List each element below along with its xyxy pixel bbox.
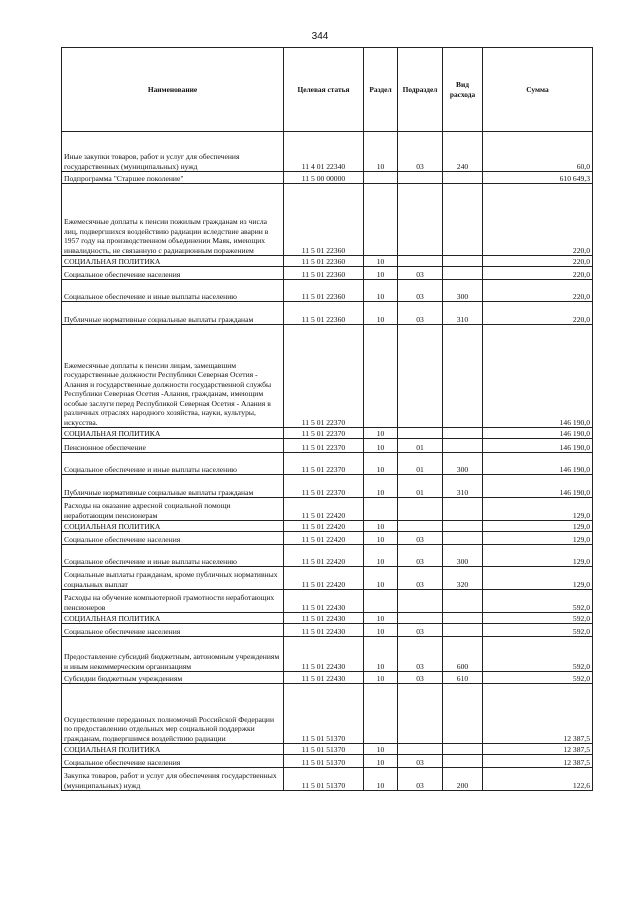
row-vid: 310 <box>443 302 483 325</box>
row-razdel: 10 <box>364 475 398 498</box>
table-row <box>62 613 593 624</box>
row-target-code: 11 4 01 22340 <box>284 132 364 172</box>
row-name: Субсидии бюджетным учреждениям <box>62 672 284 684</box>
row-name: Иные закупки товаров, работ и услуг для обеспечения государственных (муниципальных) нужд <box>62 132 284 172</box>
budget-table <box>61 47 593 791</box>
row-name: Социальное обеспечение и иные выплаты населению <box>62 453 284 475</box>
row-vid: 310 <box>443 475 483 498</box>
table-row <box>62 624 593 637</box>
table-row <box>62 498 593 521</box>
row-target-code: 11 5 01 22360 <box>284 267 364 280</box>
row-sum: 129,0 <box>483 521 593 532</box>
row-target-code: 11 5 01 22360 <box>284 302 364 325</box>
row-vid <box>443 439 483 453</box>
row-razdel <box>364 172 398 184</box>
row-podrazdel <box>398 590 443 613</box>
row-name: Ежемесячные доплаты к пенсии пожилым гражданам из числа лиц, подвергшихся воздействию радиации вследствие аварии в 1957 году на производственном объединении Маяк, имеющих инвалидность, не связанную с радиационным поражением <box>62 184 284 256</box>
row-vid <box>443 498 483 521</box>
row-podrazdel <box>398 613 443 624</box>
row-podrazdel: 03 <box>398 302 443 325</box>
row-sum: 610 649,3 <box>483 172 593 184</box>
row-razdel: 10 <box>364 280 398 302</box>
row-razdel: 10 <box>364 256 398 267</box>
row-name: Пенсионное обеспечение <box>62 439 284 453</box>
table-row <box>62 184 593 256</box>
row-name: Подпрограмма "Старшее поколение" <box>62 172 284 184</box>
row-target-code: 11 5 01 22360 <box>284 280 364 302</box>
row-vid <box>443 256 483 267</box>
table-row <box>62 428 593 439</box>
row-target-code: 11 5 01 22420 <box>284 567 364 590</box>
row-target-code: 11 5 01 22430 <box>284 637 364 672</box>
row-razdel: 10 <box>364 302 398 325</box>
row-name: Социальное обеспечение населения <box>62 624 284 637</box>
row-podrazdel: 03 <box>398 267 443 280</box>
table-row <box>62 744 593 755</box>
header-razdel: Раздел <box>364 48 398 132</box>
row-podrazdel: 03 <box>398 637 443 672</box>
row-podrazdel: 03 <box>398 532 443 545</box>
row-vid: 320 <box>443 567 483 590</box>
table-header-row <box>62 48 593 132</box>
row-name: Расходы на оказание адресной социальной помощи неработающим пенсионерам <box>62 498 284 521</box>
header-target: Целевая статья <box>284 48 364 132</box>
row-target-code: 11 5 01 22420 <box>284 532 364 545</box>
row-name: Публичные нормативные социальные выплаты гражданам <box>62 302 284 325</box>
row-target-code: 11 5 01 51370 <box>284 755 364 768</box>
row-sum: 129,0 <box>483 567 593 590</box>
row-razdel: 10 <box>364 755 398 768</box>
table-body <box>62 132 593 791</box>
row-sum: 220,0 <box>483 302 593 325</box>
row-vid <box>443 532 483 545</box>
row-sum: 592,0 <box>483 590 593 613</box>
row-razdel <box>364 325 398 428</box>
row-sum: 122,6 <box>483 768 593 791</box>
row-target-code: 11 5 00 00000 <box>284 172 364 184</box>
row-name: СОЦИАЛЬНАЯ ПОЛИТИКА <box>62 744 284 755</box>
page-number: 344 <box>311 31 329 42</box>
row-vid: 300 <box>443 453 483 475</box>
row-sum: 146 190,0 <box>483 439 593 453</box>
row-vid <box>443 744 483 755</box>
row-razdel <box>364 184 398 256</box>
table-row <box>62 521 593 532</box>
row-target-code: 11 5 01 22370 <box>284 325 364 428</box>
row-razdel: 10 <box>364 453 398 475</box>
row-sum: 220,0 <box>483 184 593 256</box>
row-sum: 220,0 <box>483 256 593 267</box>
row-name: Социальное обеспечение и иные выплаты населению <box>62 280 284 302</box>
row-vid <box>443 428 483 439</box>
row-vid <box>443 325 483 428</box>
table-row <box>62 768 593 791</box>
table-row <box>62 637 593 672</box>
row-target-code: 11 5 01 22430 <box>284 590 364 613</box>
row-razdel: 10 <box>364 521 398 532</box>
row-target-code: 11 5 01 22430 <box>284 672 364 684</box>
table-row <box>62 453 593 475</box>
row-sum: 592,0 <box>483 624 593 637</box>
row-sum: 60,0 <box>483 132 593 172</box>
table-row <box>62 267 593 280</box>
table-row <box>62 475 593 498</box>
row-podrazdel <box>398 684 443 744</box>
row-vid: 610 <box>443 672 483 684</box>
row-sum: 12 387,5 <box>483 755 593 768</box>
row-name: СОЦИАЛЬНАЯ ПОЛИТИКА <box>62 521 284 532</box>
row-target-code: 11 5 01 22360 <box>284 184 364 256</box>
row-razdel <box>364 498 398 521</box>
row-sum: 592,0 <box>483 637 593 672</box>
row-sum: 129,0 <box>483 532 593 545</box>
row-sum: 129,0 <box>483 498 593 521</box>
row-vid <box>443 590 483 613</box>
row-podrazdel <box>398 744 443 755</box>
header-vid: Вид расхода <box>443 48 483 132</box>
row-razdel: 10 <box>364 744 398 755</box>
row-podrazdel <box>398 172 443 184</box>
row-vid: 300 <box>443 545 483 567</box>
row-name: Социальное обеспечение населения <box>62 755 284 768</box>
table-row <box>62 590 593 613</box>
row-sum: 12 387,5 <box>483 684 593 744</box>
row-sum: 129,0 <box>483 545 593 567</box>
row-razdel: 10 <box>364 532 398 545</box>
table-row <box>62 280 593 302</box>
row-podrazdel: 03 <box>398 567 443 590</box>
row-name: Социальные выплаты гражданам, кроме публичных нормативных социальных выплат <box>62 567 284 590</box>
row-razdel: 10 <box>364 624 398 637</box>
row-razdel: 10 <box>364 567 398 590</box>
table-row <box>62 132 593 172</box>
row-target-code: 11 5 01 22430 <box>284 613 364 624</box>
header-podrazdel: Подраздел <box>398 48 443 132</box>
table-row <box>62 302 593 325</box>
row-target-code: 11 5 01 22370 <box>284 439 364 453</box>
table-row <box>62 545 593 567</box>
row-name: Осуществление переданных полномочий Российской Федерации по предоставлению отдельных мер социальной поддержки гражданам, подвергшимся воздействию радиации <box>62 684 284 744</box>
row-podrazdel: 03 <box>398 545 443 567</box>
row-podrazdel: 03 <box>398 672 443 684</box>
row-podrazdel <box>398 184 443 256</box>
row-vid <box>443 613 483 624</box>
row-razdel: 10 <box>364 768 398 791</box>
row-podrazdel <box>398 325 443 428</box>
row-podrazdel <box>398 428 443 439</box>
row-target-code: 11 5 01 22430 <box>284 624 364 637</box>
row-sum: 12 387,5 <box>483 744 593 755</box>
row-target-code: 11 5 01 51370 <box>284 744 364 755</box>
row-name: Социальное обеспечение населения <box>62 532 284 545</box>
row-target-code: 11 5 01 22370 <box>284 475 364 498</box>
row-razdel: 10 <box>364 545 398 567</box>
row-podrazdel: 03 <box>398 755 443 768</box>
row-target-code: 11 5 01 51370 <box>284 684 364 744</box>
row-sum: 220,0 <box>483 280 593 302</box>
row-sum: 220,0 <box>483 267 593 280</box>
row-vid: 300 <box>443 280 483 302</box>
row-podrazdel: 01 <box>398 439 443 453</box>
row-sum: 146 190,0 <box>483 475 593 498</box>
row-razdel: 10 <box>364 267 398 280</box>
row-name: СОЦИАЛЬНАЯ ПОЛИТИКА <box>62 613 284 624</box>
row-name: Ежемесячные доплаты к пенсии лицам, замещавшим государственные должности Республики Северная Осетия - Алания и государственные должности государственной службы Республики Северная Осетия -Алания, гражданам, имеющим особые заслуги перед Республикой Северная Осетия - Алания в различных отраслях народного хозяйства, науки, культуры, искусства. <box>62 325 284 428</box>
row-name: Публичные нормативные социальные выплаты гражданам <box>62 475 284 498</box>
row-razdel <box>364 590 398 613</box>
row-sum: 592,0 <box>483 613 593 624</box>
row-razdel <box>364 684 398 744</box>
row-vid <box>443 521 483 532</box>
table-row <box>62 567 593 590</box>
row-vid <box>443 184 483 256</box>
row-target-code: 11 5 01 22370 <box>284 453 364 475</box>
row-razdel: 10 <box>364 132 398 172</box>
row-name: Расходы на обучение компьютерной грамотности неработающих пенсионеров <box>62 590 284 613</box>
row-podrazdel <box>398 521 443 532</box>
row-sum: 146 190,0 <box>483 453 593 475</box>
table-row <box>62 325 593 428</box>
row-podrazdel: 01 <box>398 475 443 498</box>
row-podrazdel <box>398 256 443 267</box>
row-vid: 200 <box>443 768 483 791</box>
row-sum: 146 190,0 <box>483 325 593 428</box>
row-name: Предоставление субсидий бюджетным, автономным учреждениям и иным некоммерческим организациям <box>62 637 284 672</box>
row-vid: 600 <box>443 637 483 672</box>
row-razdel: 10 <box>364 637 398 672</box>
row-vid <box>443 684 483 744</box>
table-row <box>62 256 593 267</box>
row-target-code: 11 5 01 51370 <box>284 768 364 791</box>
row-target-code: 11 5 01 22370 <box>284 428 364 439</box>
row-name: СОЦИАЛЬНАЯ ПОЛИТИКА <box>62 256 284 267</box>
row-podrazdel: 01 <box>398 453 443 475</box>
row-podrazdel: 03 <box>398 280 443 302</box>
row-name: СОЦИАЛЬНАЯ ПОЛИТИКА <box>62 428 284 439</box>
row-razdel: 10 <box>364 613 398 624</box>
table-row <box>62 439 593 453</box>
table-row <box>62 684 593 744</box>
row-vid <box>443 267 483 280</box>
row-sum: 146 190,0 <box>483 428 593 439</box>
row-name: Социальное обеспечение населения <box>62 267 284 280</box>
table-row <box>62 672 593 684</box>
row-target-code: 11 5 01 22360 <box>284 256 364 267</box>
table-row <box>62 755 593 768</box>
row-name: Закупка товаров, работ и услуг для обеспечения государственных (муниципальных) нужд <box>62 768 284 791</box>
row-podrazdel: 03 <box>398 132 443 172</box>
table-row <box>62 532 593 545</box>
row-podrazdel <box>398 498 443 521</box>
row-name: Социальное обеспечение и иные выплаты населению <box>62 545 284 567</box>
row-sum: 592,0 <box>483 672 593 684</box>
row-target-code: 11 5 01 22420 <box>284 545 364 567</box>
row-razdel: 10 <box>364 672 398 684</box>
row-vid: 240 <box>443 132 483 172</box>
row-target-code: 11 5 01 22420 <box>284 521 364 532</box>
row-vid <box>443 172 483 184</box>
row-vid <box>443 624 483 637</box>
header-summa: Сумма <box>483 48 593 132</box>
table-row <box>62 172 593 184</box>
row-vid <box>443 755 483 768</box>
row-podrazdel: 03 <box>398 768 443 791</box>
row-razdel: 10 <box>364 439 398 453</box>
row-razdel: 10 <box>364 428 398 439</box>
row-target-code: 11 5 01 22420 <box>284 498 364 521</box>
row-podrazdel: 03 <box>398 624 443 637</box>
header-name: Наименование <box>62 48 284 132</box>
